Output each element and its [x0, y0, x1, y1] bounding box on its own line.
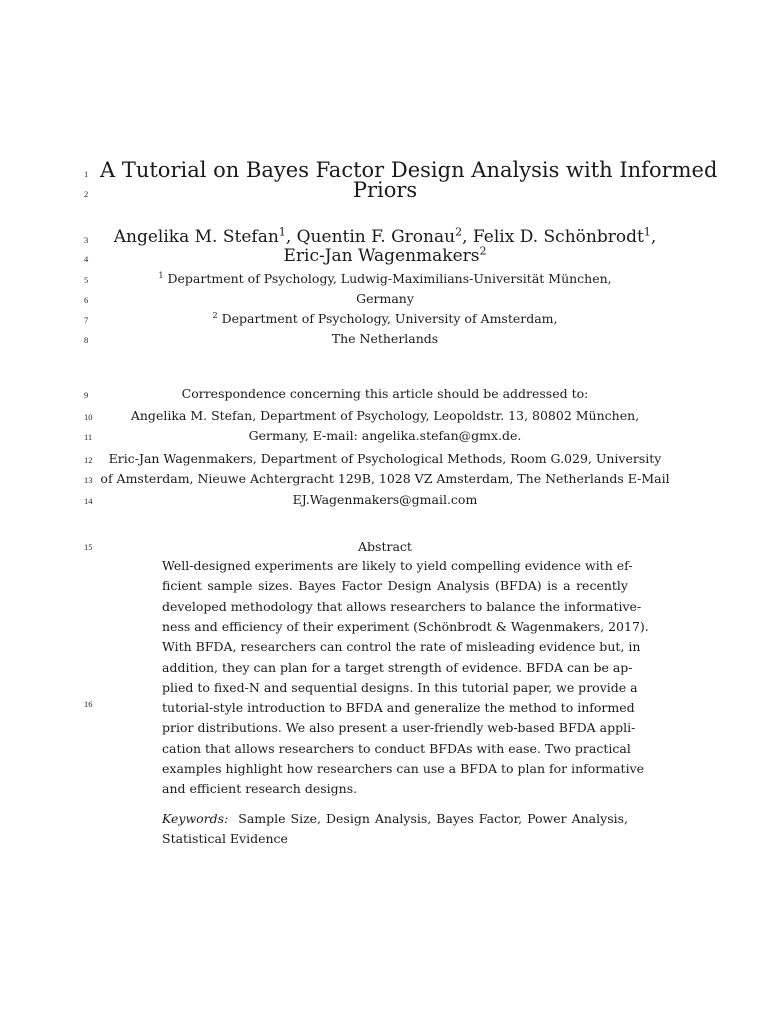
abstract-heading: Abstract — [358, 539, 412, 554]
author-name: , Felix D. Schönbrodt — [462, 227, 644, 247]
abstract-line: addition, they can plan for a target strength of evidence. BFDA can be ap- — [162, 660, 633, 675]
line-number: 7 — [84, 315, 89, 325]
author-affiliation-mark: 1 — [643, 225, 651, 239]
correspondence-line: of Amsterdam, Nieuwe Achtergracht 129B, 1028 VZ Amsterdam, The Netherlands E-Mail — [100, 471, 670, 486]
line-number: 1 — [84, 169, 89, 179]
line-number: 3 — [84, 235, 89, 245]
paper-title-line2: Priors — [352, 178, 418, 202]
author-name: Angelika M. Stefan — [113, 227, 279, 247]
line-number: 10 — [84, 412, 93, 422]
affiliation-mark: 1 — [158, 269, 164, 280]
affiliation-2 — [100, 309, 670, 326]
affiliation-1-country: Germany — [356, 291, 414, 306]
affiliation-text: Department of Psychology, Ludwig-Maximilians-Universität München, — [163, 271, 612, 286]
keywords-line1 — [162, 812, 628, 826]
affiliation-mark: 2 — [212, 309, 218, 320]
line-number: 16 — [84, 699, 93, 709]
abstract-line: developed methodology that allows researchers to balance the informative- — [162, 599, 642, 614]
line-number: 4 — [84, 254, 89, 264]
author-list-line2 — [100, 244, 670, 266]
abstract-line: tutorial-style introduction to BFDA and generalize the method to informed — [162, 700, 635, 715]
line-number: 9 — [84, 390, 89, 400]
line-number: 5 — [84, 275, 89, 285]
abstract-line: With BFDA, researchers can control the rate of misleading evidence but, in — [162, 639, 641, 654]
correspondence-intro: Correspondence concerning this article should be addressed to: — [181, 386, 589, 401]
paper-title-line1: A Tutorial on Bayes Factor Design Analysis with Informed — [100, 158, 718, 182]
affiliation-text: Department of Psychology, University of Amsterdam, — [217, 311, 558, 326]
line-number: 2 — [84, 189, 89, 199]
line-number: 11 — [84, 432, 93, 442]
keywords-line2: Statistical Evidence — [162, 831, 288, 846]
abstract-line: examples highlight how researchers can use a BFDA to plan for informative — [162, 761, 645, 776]
author-list-line1 — [100, 225, 670, 247]
line-number: 12 — [84, 455, 93, 465]
affiliation-1 — [100, 269, 670, 286]
line-number: 6 — [84, 295, 89, 305]
abstract-line: prior distributions. We also present a user-friendly web-based BFDA appli- — [162, 720, 636, 735]
correspondence-line: Germany, E-mail: angelika.stefan@gmx.de. — [248, 428, 522, 443]
abstract-line: cation that allows researchers to conduct BFDAs with ease. Two practical — [162, 741, 631, 756]
correspondence-line: Angelika M. Stefan, Department of Psychology, Leopoldstr. 13, 80802 München, — [130, 408, 640, 423]
abstract-line: ness and efficiency of their experiment (Schönbrodt & Wagenmakers, 2017). — [162, 619, 649, 634]
abstract-line: Well-designed experiments are likely to yield compelling evidence with ef- — [162, 558, 633, 573]
affiliation-2-country: The Netherlands — [331, 331, 439, 346]
author-name: Eric-Jan Wagenmakers — [283, 246, 480, 266]
keywords-label: Keywords: — [162, 811, 229, 826]
line-number: 8 — [84, 335, 89, 345]
line-number: 14 — [84, 496, 93, 506]
abstract-line: and efficient research designs. — [162, 781, 358, 796]
abstract-line: plied to fixed-N and sequential designs. In this tutorial paper, we provide a — [162, 680, 638, 695]
keywords-text: Sample Size, Design Analysis, Bayes Factor, Power Analysis, — [228, 811, 628, 826]
line-number: 15 — [84, 542, 93, 552]
author-affiliation-mark: 2 — [479, 244, 487, 258]
correspondence-line: Eric-Jan Wagenmakers, Department of Psychological Methods, Room G.029, University — [108, 451, 662, 466]
line-number: 13 — [84, 475, 93, 485]
correspondence-line: EJ.Wagenmakers@gmail.com — [292, 492, 478, 507]
author-name: , Quentin F. Gronau — [285, 227, 456, 247]
author-separator: , — [650, 227, 657, 247]
author-affiliation-mark: 2 — [455, 225, 463, 239]
author-affiliation-mark: 1 — [278, 225, 286, 239]
abstract-line: ficient sample sizes. Bayes Factor Design Analysis (BFDA) is a recently — [162, 578, 628, 593]
